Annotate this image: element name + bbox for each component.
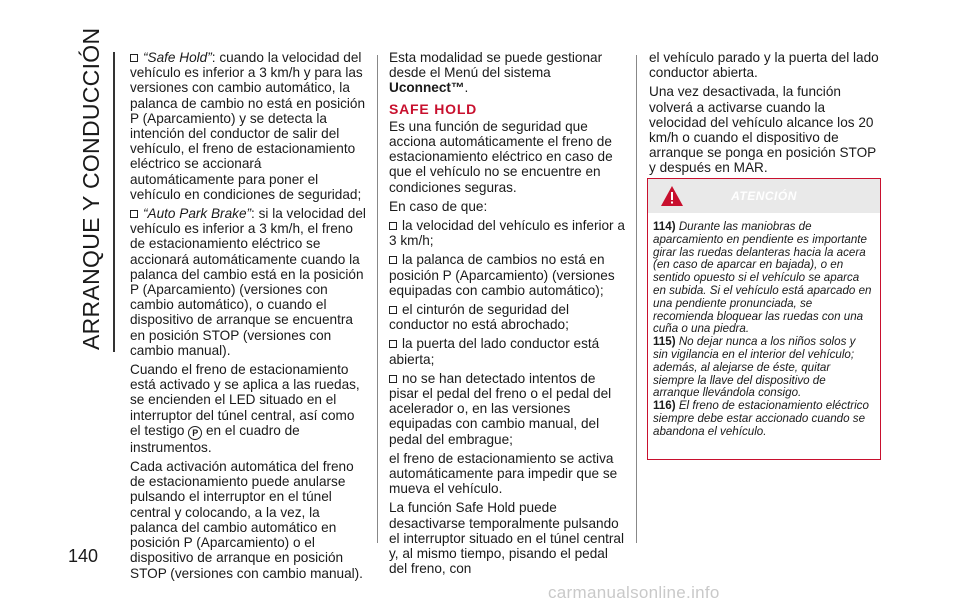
warning-item: 116) El freno de estacionamiento eléctrico siempre debe estar accionado cuando se abandona el vehículo. <box>653 399 869 438</box>
paragraph: Esta modalidad se puede gestionar desde el Menú del sistema Uconnect™. <box>389 50 603 96</box>
bullet-safe-hold: “Safe Hold”: cuando la velocidad del vehículo es inferior a 3 km/h y para las versiones con cambio automático, la palanca de cambio no está en posición P (Aparcamiento) y se detecta la intención del conductor de salir del vehículo, el freno de estacionamiento eléctrico se accionará automáticamente para poner el vehículo en condiciones de seguridad; <box>130 50 366 202</box>
warning-title: ATENCIÓN <box>731 189 797 203</box>
section-title: ARRANQUE Y CONDUCCIÓN <box>78 27 104 350</box>
parking-brake-warning-icon: P <box>188 426 202 440</box>
bullet-auto-park-brake: “Auto Park Brake”: si la velocidad del vehículo es inferior a 3 km/h, el freno de estacionamiento eléctrico se accionará automáticamente cuando la palanca del cambio está en la posición P (Aparcamiento) (versiones con cambio automático), o cuando el dispositivo de arranque se encuentra en posición STOP (versiones con cambio manual). <box>130 206 366 358</box>
paragraph: Una vez desactivada, la función volverá a activarse cuando la velocidad del vehículo alcance los 20 km/h o cuando el dispositivo de arranque se ponga en posición STOP y después en MAR. <box>649 84 876 176</box>
column-1 <box>130 50 366 585</box>
warning-box <box>647 178 881 460</box>
list-item: el cinturón de seguridad del conductor no está abrochado; <box>389 302 625 332</box>
page-number: 140 <box>68 546 99 566</box>
list-item: no se han detectado intentos de pisar el pedal del freno o el pedal del acelerador o, en las versiones equipadas con cambio manual, del pedal del embrague; <box>389 371 625 447</box>
paragraph: Cada activación automática del freno de estacionamiento puede anularse pulsando el interruptor en el túnel central y colocando, a la vez, la palanca del cambio automático en posición P (Aparcamiento) o el dispositivo de arranque en posición STOP (versiones con cambio manual). <box>130 459 363 581</box>
paragraph: En caso de que: <box>389 198 488 214</box>
watermark: carmanualsonline.info <box>548 583 720 602</box>
paragraph: Es una función de seguridad que acciona automáticamente el freno de estacionamiento eléctrico en caso de que el vehículo no se encuentre en condiciones seguras. <box>389 118 613 195</box>
paragraph: Cuando el freno de estacionamiento está activado y se aplica a las ruedas, se encienden el LED situado en el interruptor del túnel central, así como el testigo P en el cuadro de instrumentos. <box>130 362 360 455</box>
brand-name: Uconnect™ <box>389 80 465 96</box>
paragraph: el freno de estacionamiento se activa automáticamente para impedir que se mueva el vehículo. <box>389 450 618 497</box>
list-item: la puerta del lado conductor está abierta; <box>389 336 625 366</box>
column-3 <box>649 50 885 180</box>
list-item: la palanca de cambios no está en posición P (Aparcamiento) (versiones equipadas con cambio automático); <box>389 252 625 298</box>
warning-item: 115) No dejar nunca a los niños solos y sin vigilancia en el interior del vehículo; además, al alejarse de éste, quitar siempre la llave del dispositivo de arranque llevándola consigo. <box>653 335 856 400</box>
paragraph: el vehículo parado y la puerta del lado conductor abierta. <box>649 50 879 81</box>
list-item: la velocidad del vehículo es inferior a 3 km/h; <box>389 218 625 249</box>
paragraph: La función Safe Hold puede desactivarse temporalmente pulsando el interruptor situado en el túnel central y, al mismo tiempo, pisando el pedal del freno, con <box>389 500 625 577</box>
column-divider <box>636 55 637 543</box>
warning-item: 114) Durante las maniobras de aparcamiento en pendiente es importante girar las ruedas delanteras hacia la acera (en caso de aparcar en bajada), o en sentido opuesto si el vehículo se aparca en subida. Si el vehículo está aparcado en una pendiente pronunciada, se recomienda bloquear las ruedas con una cuña o una piedra. <box>653 220 872 336</box>
section-heading: SAFE HOLD <box>389 100 478 117</box>
warning-header <box>648 179 880 213</box>
section-divider <box>113 52 115 352</box>
column-2 <box>389 50 625 581</box>
warning-body <box>648 213 880 439</box>
column-divider <box>377 55 378 543</box>
